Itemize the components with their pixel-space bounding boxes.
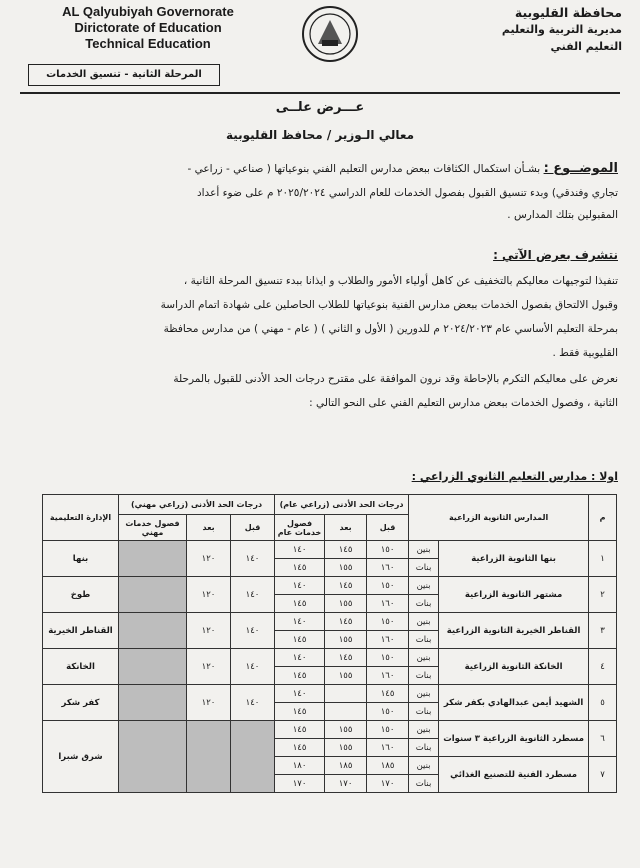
col-before-vocational: قبل: [231, 515, 275, 541]
cell-before: ١٤٥: [367, 685, 409, 703]
page-title: عـــرض علــى: [275, 100, 365, 115]
governorate-emblem-icon: [300, 4, 360, 64]
cell-before: ١٦٠: [367, 595, 409, 613]
body-line-3: بمرحلة التعليم الأساسي عام ٢٠٢٤/٢٠٢٣ م للدورين ( الأول و الثاني ) ( عام - مهني ) من مدارس محافظة: [163, 323, 618, 335]
header-ar-line-2: مديرية التربية والتعليم: [501, 23, 622, 36]
gender-label: بنات: [409, 631, 439, 649]
row-num: ٣: [589, 613, 617, 649]
cell-voc-after: ١٢٠: [187, 577, 231, 613]
cell-services: ١٤٠: [275, 613, 325, 631]
cell-before: ١٦٠: [367, 739, 409, 757]
cell-services: ١٤٥: [275, 739, 325, 757]
gender-label: بنين: [409, 541, 439, 559]
gender-label: بنين: [409, 721, 439, 739]
table-row: [43, 649, 617, 667]
gender-label: بنات: [409, 775, 439, 793]
subject-line-3: المقبولين بتلك المدارس .: [507, 209, 618, 221]
cell-services: ١٤٥: [275, 667, 325, 685]
body-line-2: وقبول الالتحاق بفصول الخدمات ببعض مدارس الفنية بنوعياتها للطلاب الحاصلين على شهادة اتمام الدراسة: [160, 299, 618, 311]
body-line-4: القليوبية فقط .: [552, 347, 618, 359]
admin-name: طوخ: [43, 577, 119, 613]
row-num: ١: [589, 541, 617, 577]
cell-voc-services: [119, 721, 187, 793]
cell-voc-services: [119, 541, 187, 577]
gender-label: بنات: [409, 595, 439, 613]
header-ar-line-1: محافظة القليوبية: [514, 5, 622, 20]
cell-before: ١٥٠: [367, 703, 409, 721]
cell-after: ١٥٥: [325, 739, 367, 757]
subject-block: [18, 160, 618, 224]
row-num: ٦: [589, 721, 617, 757]
cell-voc-before: ١٤٠: [231, 685, 275, 721]
honor-heading: نتشرف بعرض الآتي :: [493, 248, 618, 262]
school-name: الخانكة الثانوية الزراعية: [439, 649, 589, 685]
cell-services: ١٤٠: [275, 577, 325, 595]
row-num: ٧: [589, 757, 617, 793]
cell-before: ١٥٠: [367, 613, 409, 631]
table-row: [43, 613, 617, 631]
cell-after: [325, 685, 367, 703]
school-name: مسطرد الثانوية الزراعية ٣ سنوات: [439, 721, 589, 757]
cell-services: ١٤٥: [275, 703, 325, 721]
col-group-general: درجات الحد الأدنى (زراعي عام): [275, 495, 409, 515]
body-line-1: تنفيذا لتوجيهات معاليكم بالتخفيف عن كاهل أولياء الأمور والطلاب و ايذانا ببدء تنسيق المرحلة الثانية ،: [183, 275, 618, 287]
col-after-vocational: بعد: [187, 515, 231, 541]
cell-voc-services: [119, 685, 187, 721]
table-row: [43, 577, 617, 595]
cell-voc-services: [119, 577, 187, 613]
cell-voc-services: [119, 649, 187, 685]
header-ar-line-3: التعليم الفني: [550, 40, 622, 53]
col-services-general: فصول خدمات عام: [275, 515, 325, 541]
admission-table: [42, 494, 617, 793]
header-arabic: [462, 4, 622, 55]
admin-name: بنها: [43, 541, 119, 577]
cell-services: ١٨٠: [275, 757, 325, 775]
table-row: [43, 541, 617, 559]
admin-name: شرق شبرا: [43, 721, 119, 793]
cell-services: ١٤٠: [275, 541, 325, 559]
cell-after: ١٥٥: [325, 721, 367, 739]
cell-after: ١٤٥: [325, 649, 367, 667]
cell-after: ١٥٥: [325, 559, 367, 577]
cell-voc-before: ١٤٠: [231, 541, 275, 577]
admin-name: القناطر الخيرية: [43, 613, 119, 649]
gender-label: بنات: [409, 667, 439, 685]
cell-voc-after: [187, 721, 231, 793]
cell-services: ١٤٥: [275, 631, 325, 649]
subject-label: الموضــوع :: [543, 161, 618, 176]
cell-before: ١٥٠: [367, 649, 409, 667]
cell-voc-after: ١٢٠: [187, 685, 231, 721]
cell-voc-before: ١٤٠: [231, 613, 275, 649]
gender-label: بنين: [409, 757, 439, 775]
body-paragraph: [18, 272, 618, 412]
section-heading: اولا : مدارس التعليم الثانوي الزراعي :: [411, 470, 618, 483]
cell-before: ١٥٠: [367, 577, 409, 595]
cell-services: ١٤٥: [275, 559, 325, 577]
row-num: ٢: [589, 577, 617, 613]
gender-label: بنين: [409, 685, 439, 703]
cell-after: ١٥٥: [325, 667, 367, 685]
col-before-general: قبل: [367, 515, 409, 541]
cell-services: ١٧٠: [275, 775, 325, 793]
school-name: القناطر الخيرية الثانوية الزراعية: [439, 613, 589, 649]
cell-voc-after: ١٢٠: [187, 649, 231, 685]
stage-box: المرحلة الثانية - تنسيق الخدمات: [28, 64, 220, 86]
col-num: م: [589, 495, 617, 541]
cell-after: [325, 703, 367, 721]
cell-after: ١٤٥: [325, 613, 367, 631]
cell-before: ١٦٠: [367, 631, 409, 649]
cell-services: ١٤٥: [275, 721, 325, 739]
cell-voc-after: ١٢٠: [187, 613, 231, 649]
header-en-line-3: Technical Education: [85, 36, 211, 51]
cell-before: ١٦٠: [367, 559, 409, 577]
header-english: [48, 4, 248, 52]
school-name: مسطرد الفنية للتصنيع الغذائي: [439, 757, 589, 793]
gender-label: بنين: [409, 613, 439, 631]
cell-after: ١٧٠: [325, 775, 367, 793]
cell-after: ١٨٥: [325, 757, 367, 775]
cell-voc-before: ١٤٠: [231, 649, 275, 685]
cell-voc-after: ١٢٠: [187, 541, 231, 577]
gender-label: بنين: [409, 577, 439, 595]
cell-after: ١٥٥: [325, 595, 367, 613]
body-line-6: الثانية ، وفصول الخدمات ببعض مدارس التعليم الفني على النحو التالي :: [309, 397, 618, 409]
row-num: ٤: [589, 649, 617, 685]
cell-before: ١٧٠: [367, 775, 409, 793]
cell-voc-before: [231, 721, 275, 793]
addressee: معالي الـوزير / محافظ القليوبية: [225, 128, 415, 142]
gender-label: بنات: [409, 559, 439, 577]
cell-services: ١٤٠: [275, 649, 325, 667]
gender-label: بنات: [409, 703, 439, 721]
col-group-vocational: درجات الحد الأدنى (زراعي مهني): [119, 495, 275, 515]
cell-after: ١٥٥: [325, 631, 367, 649]
gender-label: بنات: [409, 739, 439, 757]
cell-services: ١٤٠: [275, 685, 325, 703]
header-en-line-1: AL Qalyubiyah Governorate: [62, 4, 234, 19]
header-divider: [20, 92, 620, 94]
subject-line-2: تجاري وفندقي) وبدء تنسيق القبول بفصول الخدمات للعام الدراسي ٢٠٢٥/٢٠٢٤ م على ضوء أعداد: [196, 187, 618, 199]
cell-before: ١٦٠: [367, 667, 409, 685]
col-school: المدارس الثانوية الزراعية: [409, 495, 589, 541]
school-name: بنها الثانوية الزراعية: [439, 541, 589, 577]
cell-after: ١٤٥: [325, 577, 367, 595]
cell-services: ١٤٥: [275, 595, 325, 613]
school-name: مشتهر الثانوية الزراعية: [439, 577, 589, 613]
table-row: [43, 685, 617, 703]
col-admin: الإدارة التعليمية: [43, 495, 119, 541]
col-after-general: بعد: [325, 515, 367, 541]
cell-before: ١٨٥: [367, 757, 409, 775]
gender-label: بنين: [409, 649, 439, 667]
school-name: الشهيد أيمن عبدالهادي بكفر شكر: [439, 685, 589, 721]
header-en-line-2: Dirictorate of Education: [74, 20, 222, 35]
admin-name: كفر شكر: [43, 685, 119, 721]
cell-voc-services: [119, 613, 187, 649]
body-line-5: نعرض على معاليكم التكرم بالإحاطة وقد نرون الموافقة على مقترح درجات الحد الأدنى للقبول بالمرحلة: [173, 373, 618, 385]
cell-after: ١٤٥: [325, 541, 367, 559]
cell-before: ١٥٠: [367, 721, 409, 739]
admin-name: الخانكة: [43, 649, 119, 685]
cell-before: ١٥٠: [367, 541, 409, 559]
row-num: ٥: [589, 685, 617, 721]
subject-line-1: بشـأن استكمال الكثافات ببعض مدارس التعليم الفني بنوعياتها ( صناعي - زراعي -: [187, 163, 541, 175]
cell-voc-before: ١٤٠: [231, 577, 275, 613]
table-row: [43, 721, 617, 739]
col-services-vocational: فصول خدمات مهني: [119, 515, 187, 541]
